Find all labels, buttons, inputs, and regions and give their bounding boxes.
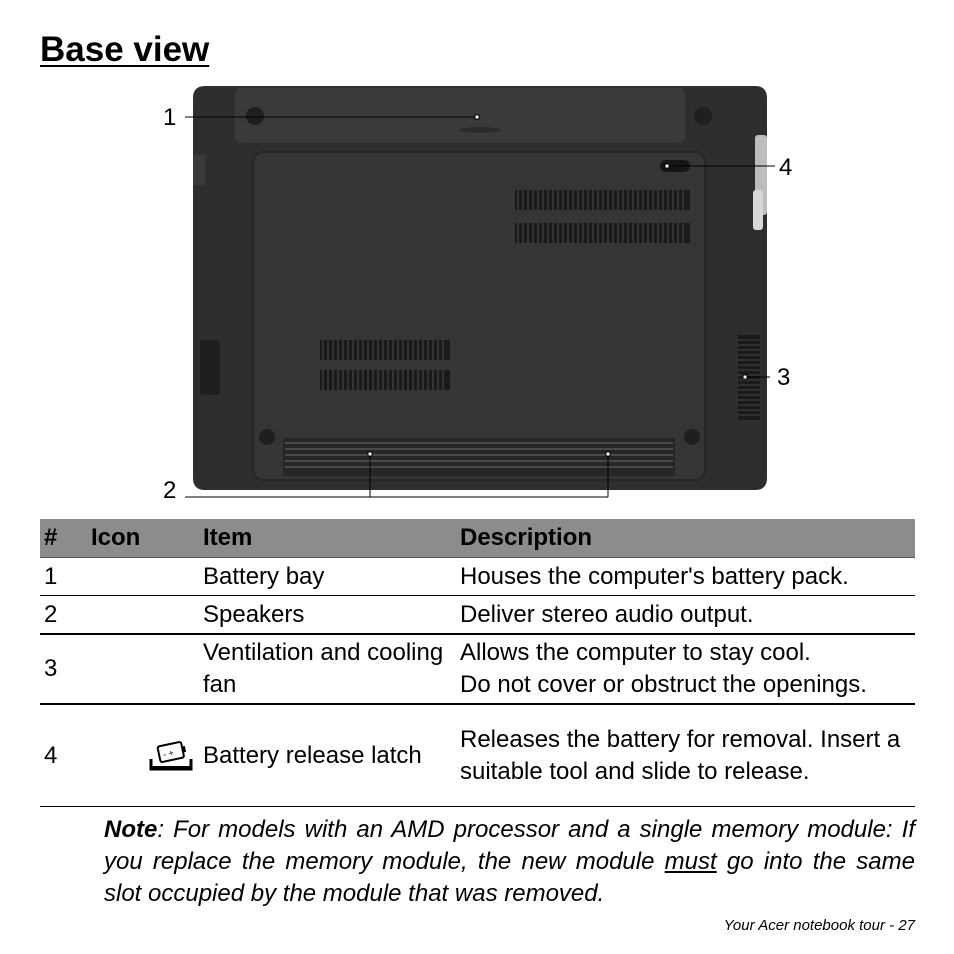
row-number: 3 (40, 634, 87, 704)
row-item: Ventilation and cooling fan (199, 634, 456, 704)
table-row (40, 634, 915, 704)
footer-text: Your Acer notebook tour - (723, 917, 895, 934)
callout-1: 1 (163, 104, 177, 131)
page-footer (724, 917, 915, 934)
row-description (456, 634, 915, 704)
callout-3: 3 (777, 364, 791, 391)
callout-2: 2 (163, 477, 177, 504)
row-item: Battery bay (199, 558, 456, 596)
table-row (40, 596, 915, 635)
laptop-base-illustration (155, 80, 805, 510)
svg-text:- +: - + (162, 747, 175, 760)
header-item: Item (199, 519, 456, 558)
row-description-line: Do not cover or obstruct the openings. (460, 671, 867, 698)
row-number: 1 (40, 558, 87, 596)
callout-4: 4 (779, 154, 793, 181)
laptop-base-figure (155, 80, 805, 510)
row-description-line: Allows the computer to stay cool. (460, 639, 811, 666)
row-number: 4 (40, 704, 87, 807)
note-emphasis: must (664, 848, 717, 875)
table-header-row (40, 519, 915, 558)
row-description: Releases the battery for removal. Insert a suitable tool and slide to release. (456, 704, 915, 807)
note-label: Note (104, 816, 158, 843)
note-text-before: : For models with an AMD processor and a single memory module: If you replace the memory module, the new module (104, 816, 915, 875)
header-number: # (40, 519, 87, 558)
row-description: Houses the computer's battery pack. (456, 558, 915, 596)
note-paragraph (104, 814, 915, 910)
page-number: 27 (898, 917, 915, 934)
row-icon (87, 596, 199, 635)
row-icon (87, 704, 199, 807)
table-row (40, 704, 915, 807)
row-icon (87, 558, 199, 596)
battery-release-latch-icon (147, 739, 195, 773)
header-icon: Icon (87, 519, 199, 558)
row-description: Deliver stereo audio output. (456, 596, 915, 635)
row-number: 2 (40, 596, 87, 635)
row-item: Battery release latch (199, 704, 456, 807)
row-icon (87, 634, 199, 704)
base-view-table (40, 519, 915, 807)
table-row (40, 558, 915, 596)
note-text-after: go into the same slot occupied by the module that was removed. (104, 848, 915, 907)
page-title: Base view (40, 30, 210, 69)
header-description: Description (456, 519, 915, 558)
row-item: Speakers (199, 596, 456, 635)
